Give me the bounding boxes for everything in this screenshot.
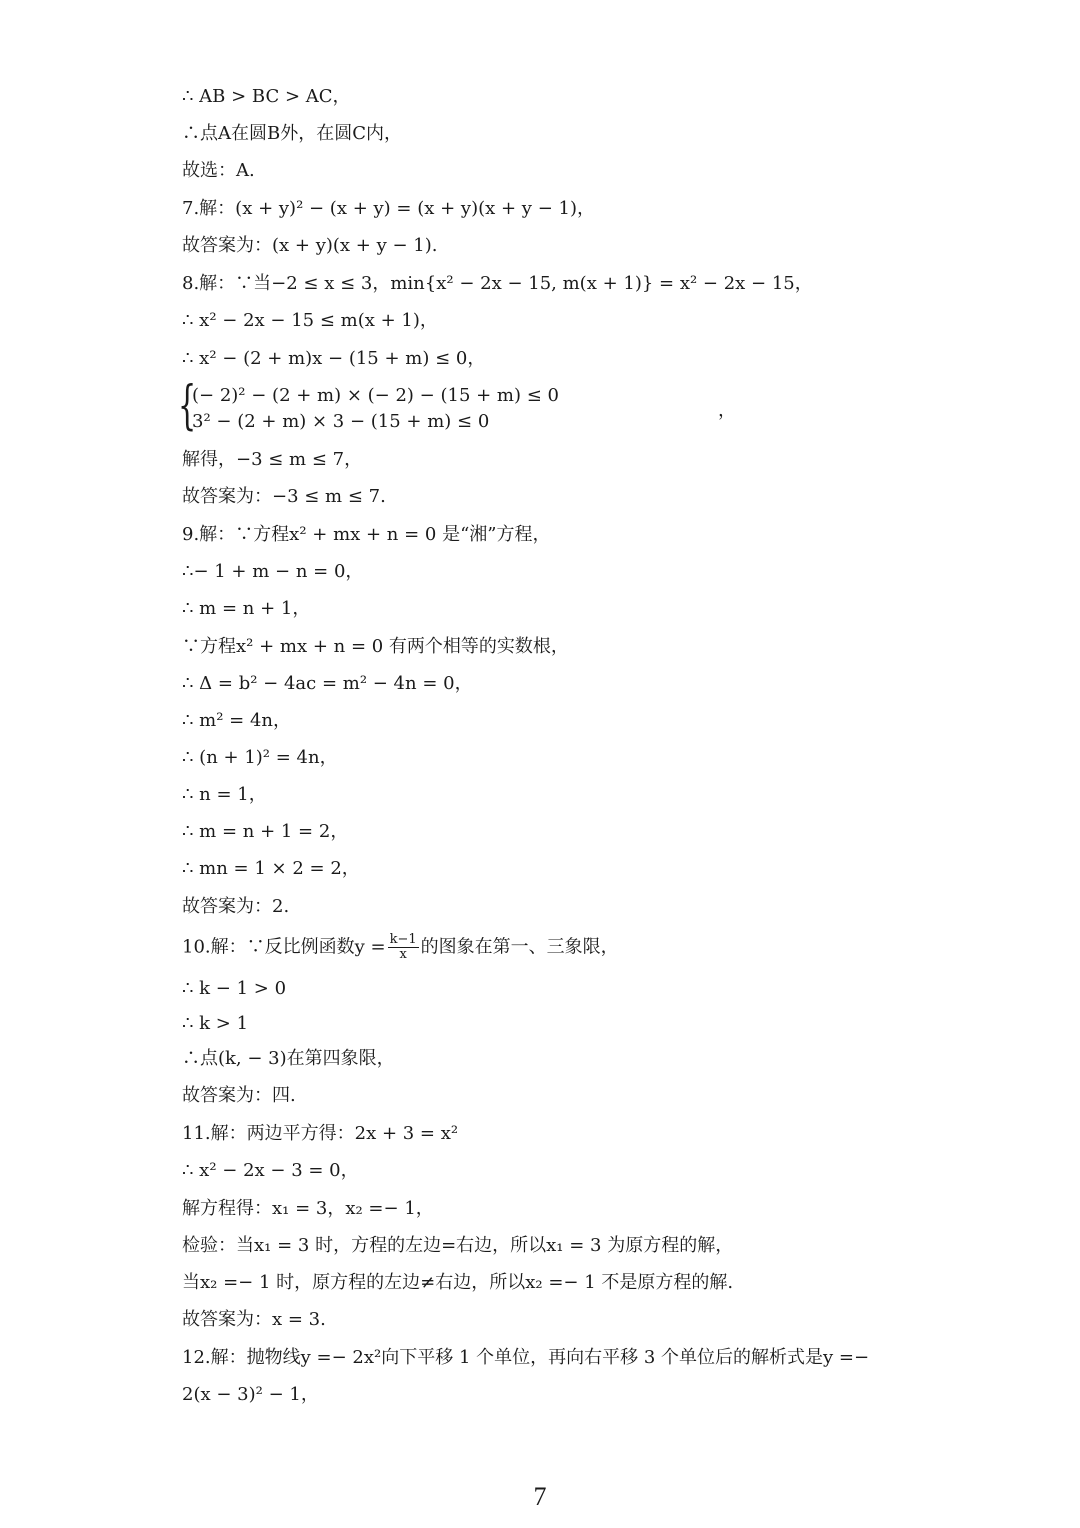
left-brace: {: [178, 376, 197, 436]
system-row-1: (− 2)² − (2 + m) × (− 2) − (15 + m) ≤ 0: [192, 385, 560, 406]
fraction-numerator: k−1: [389, 932, 417, 947]
text-line: 解得，−3 ≤ m ≤ 7，: [182, 449, 363, 470]
text-line: 当x₂ =− 1 时，原方程的左边≠右边，所以x₂ =− 1 不是原方程的解.: [182, 1272, 734, 1293]
system-comma: ，: [718, 400, 736, 421]
text-line: ∴ (n + 1)² = 4n，: [182, 747, 338, 768]
text-line: ∴ m = n + 1，: [182, 598, 311, 619]
text-line: 12.解：抛物线y =− 2x²向下平移 1 个单位，再向右平移 3 个单位后的解析式是y =−: [182, 1347, 870, 1368]
q10-prefix: 10.解：∵反比例函数y =: [182, 936, 386, 958]
text-line: ∴点(k, − 3)在第四象限，: [182, 1048, 395, 1069]
fraction-denominator: x: [399, 947, 407, 962]
text-line: ∴ mn = 1 × 2 = 2，: [182, 858, 360, 879]
text-line: 故答案为：(x + y)(x + y − 1).: [182, 235, 438, 256]
text-line: ∴− 1 + m − n = 0，: [182, 561, 364, 582]
text-line: 8.解：∵当−2 ≤ x ≤ 3，min{x² − 2x − 15, m(x + 1)} = x² − 2x − 15，: [182, 273, 813, 294]
text-line: 检验：当x₁ = 3 时，方程的左边=右边，所以x₁ = 3 为原方程的解，: [182, 1235, 734, 1256]
text-line: 11.解：两边平方得：2x + 3 = x²: [182, 1123, 459, 1144]
text-line: 故答案为：x = 3.: [182, 1309, 326, 1330]
text-line: 2(x − 3)² − 1，: [182, 1384, 319, 1405]
text-line-q10: [182, 933, 619, 962]
q10-suffix: 的图象在第一、三象限，: [420, 936, 619, 958]
text-line: ∴ n = 1，: [182, 784, 267, 805]
text-line: ∴ x² − 2x − 3 = 0，: [182, 1160, 359, 1181]
text-line: 故答案为：2.: [182, 896, 290, 917]
text-line: 故答案为：四.: [182, 1085, 296, 1106]
text-line: 9.解：∵方程x² + mx + n = 0 是“湘”方程，: [182, 524, 551, 545]
text-line: ∴ k − 1 > 0: [182, 978, 287, 999]
system-row-2: 3² − (2 + m) × 3 − (15 + m) ≤ 0: [192, 411, 490, 432]
equation-system: [178, 376, 736, 438]
text-line: ∴ m = n + 1 = 2，: [182, 821, 349, 842]
text-line: ∴ AB > BC > AC，: [182, 86, 351, 107]
text-line: ∵方程x² + mx + n = 0 有两个相等的实数根，: [182, 636, 569, 657]
text-line: 故答案为：−3 ≤ m ≤ 7.: [182, 486, 386, 507]
text-line: 解方程得：x₁ = 3，x₂ =− 1，: [182, 1198, 434, 1219]
text-line: ∴ Δ = b² − 4ac = m² − 4n = 0，: [182, 673, 473, 694]
text-line: ∴ m² = 4n，: [182, 710, 292, 731]
fraction: [388, 933, 419, 962]
text-line: ∴点A在圆B外，在圆C内，: [182, 123, 402, 144]
page-number: 7: [533, 1482, 547, 1511]
text-line: 7.解：(x + y)² − (x + y) = (x + y)(x + y − 1)，: [182, 198, 595, 219]
text-line: 故选：A.: [182, 160, 255, 181]
text-line: ∴ k > 1: [182, 1013, 249, 1034]
text-line: ∴ x² − (2 + m)x − (15 + m) ≤ 0，: [182, 348, 486, 369]
text-line: ∴ x² − 2x − 15 ≤ m(x + 1)，: [182, 310, 438, 331]
